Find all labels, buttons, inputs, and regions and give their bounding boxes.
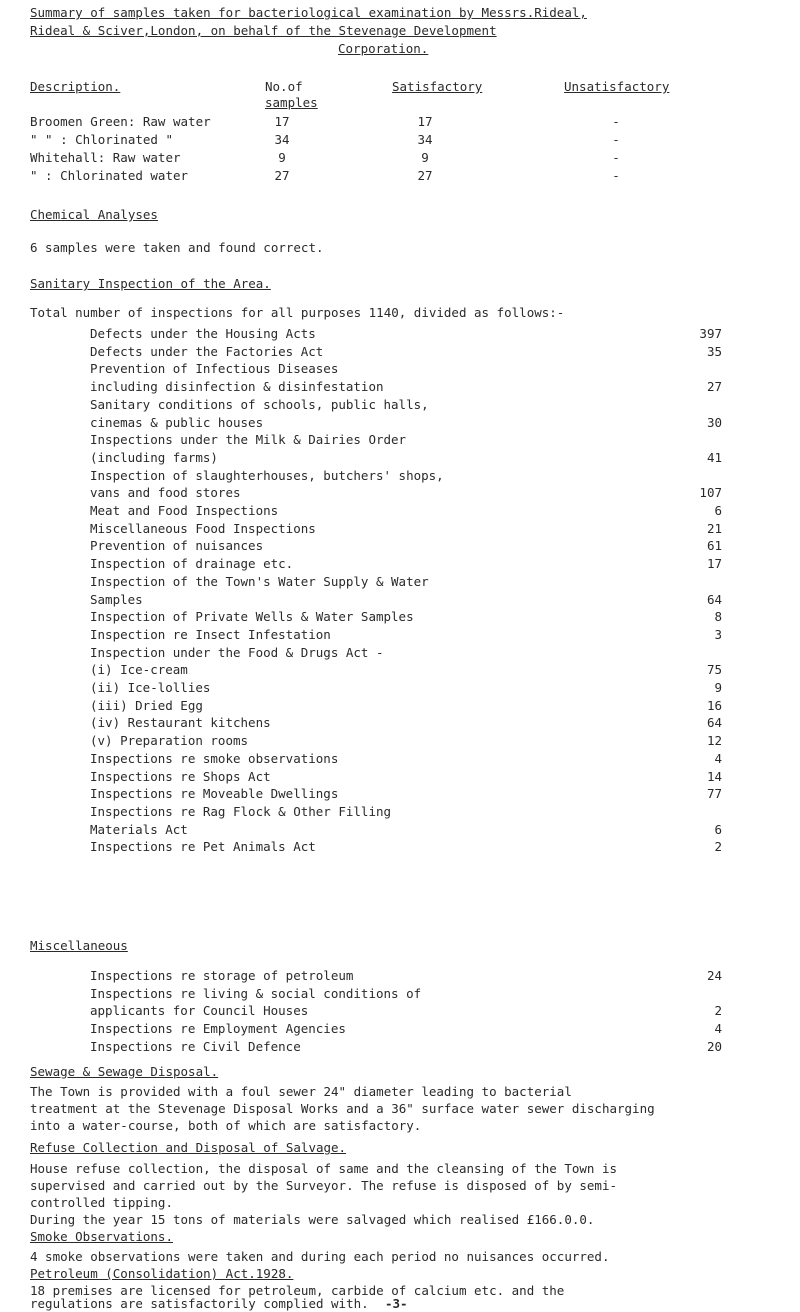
list-item-value: 17 [706, 556, 722, 572]
list-item-value: 41 [706, 449, 722, 465]
list-item-value: 24 [706, 968, 722, 983]
refuse-line: supervised and carried out by the Surveyor. The refuse is disposed of by semi- [30, 1178, 617, 1193]
list-item-value: 6 [714, 821, 722, 837]
list-item-label: Miscellaneous Food Inspections [90, 520, 316, 536]
miscellaneous-heading: Miscellaneous [30, 938, 128, 953]
row-description: Whitehall: Raw water [30, 150, 181, 165]
list-item-value: 9 [714, 680, 722, 695]
list-item-label: Inspections re living & social conditions of [90, 985, 422, 1001]
page-number: -3- [385, 1296, 408, 1311]
smoke-heading: Smoke Observations. [30, 1229, 173, 1244]
row-unsatisfactory: - [612, 168, 620, 183]
list-item-value: 77 [706, 786, 722, 802]
list-item-label: Inspections re Shops Act [90, 768, 271, 784]
col-samples: samples [265, 95, 318, 110]
col-no-of: No.of [265, 79, 303, 94]
list-item-value: 16 [706, 697, 722, 713]
list-item-value: 2 [714, 1003, 722, 1019]
list-item-label: Inspection of Private Wells & Water Samples [90, 609, 414, 625]
row-satisfactory: 17 [417, 114, 433, 129]
row-description: " : Chlorinated water [30, 168, 189, 183]
list-item-label: Inspections re storage of petroleum [90, 968, 354, 983]
list-item-label: Prevention of Infectious Diseases [90, 361, 339, 377]
list-item-label: Meat and Food Inspections [90, 503, 279, 518]
list-item-label: applicants for Council Houses [90, 1003, 309, 1019]
list-item-value: 2 [714, 839, 722, 855]
list-item-label: Inspections re smoke observations [90, 750, 339, 766]
list-item-value: 30 [706, 414, 722, 430]
row-satisfactory: 34 [417, 132, 433, 147]
petroleum-heading: Petroleum (Consolidation) Act.1928. [30, 1266, 294, 1281]
row-unsatisfactory: - [612, 114, 620, 129]
list-item-value: 64 [706, 591, 722, 607]
row-no: 34 [274, 132, 290, 147]
col-description: Description. [30, 79, 121, 94]
list-item-label: Inspections under the Milk & Dairies Order [90, 432, 407, 448]
sewage-line: The Town is provided with a foul sewer 24" diameter leading to bacterial [30, 1084, 572, 1099]
row-description: Broomen Green: Raw water [30, 114, 211, 129]
list-item-label: Inspections re Rag Flock & Other Filling [90, 803, 392, 819]
list-item-value: 3 [714, 626, 722, 642]
row-no: 17 [274, 114, 290, 129]
list-item-label: cinemas & public houses [90, 414, 264, 430]
chemical-text: 6 samples were taken and found correct. [30, 240, 324, 255]
list-item-value: 12 [706, 733, 722, 749]
list-item-value: 6 [714, 503, 722, 518]
list-item-value: 107 [699, 485, 722, 501]
list-item-label: Sanitary conditions of schools, public halls, [90, 396, 429, 412]
row-unsatisfactory: - [612, 132, 620, 147]
list-item-value: 75 [706, 662, 722, 678]
petroleum-line: regulations are satisfactorily complied with. [30, 1296, 369, 1311]
list-item-value: 14 [706, 768, 722, 784]
petroleum-line: 18 premises are licensed for petroleum, carbide of calcium etc. and the [30, 1283, 565, 1298]
sewage-heading: Sewage & Sewage Disposal. [30, 1064, 219, 1079]
smoke-text: 4 smoke observations were taken and during each period no nuisances occurred. [30, 1249, 610, 1264]
list-item-value: 20 [706, 1038, 722, 1054]
list-item-value: 4 [714, 1021, 722, 1037]
sanitary-heading: Sanitary Inspection of the Area. [30, 276, 271, 291]
list-item-label: Defects under the Housing Acts [90, 326, 316, 341]
chemical-heading: Chemical Analyses [30, 207, 158, 222]
row-satisfactory: 27 [417, 168, 433, 183]
refuse-heading: Refuse Collection and Disposal of Salvage. [30, 1140, 347, 1155]
row-no: 9 [278, 150, 286, 165]
list-item-label: Inspection of the Town's Water Supply & Water [90, 573, 429, 589]
list-item-label: (iv) Restaurant kitchens [90, 715, 271, 731]
list-item-label: vans and food stores [90, 485, 241, 501]
list-item-label: including disinfection & disinfestation [90, 379, 384, 395]
list-item-value: 21 [706, 520, 722, 536]
header-line-1: Summary of samples taken for bacteriological examination by Messrs.Rideal, [30, 5, 587, 20]
refuse-line: House refuse collection, the disposal of same and the cleansing of the Town is [30, 1161, 617, 1176]
header-line-3: Corporation. [338, 41, 429, 56]
list-item-value: 8 [714, 609, 722, 625]
list-item-label: Inspection re Insect Infestation [90, 626, 331, 642]
list-item-label: Defects under the Factories Act [90, 343, 324, 359]
list-item-label: Materials Act [90, 821, 188, 837]
list-item-value: 4 [714, 750, 722, 766]
row-no: 27 [274, 168, 290, 183]
list-item-label: Inspection of drainage etc. [90, 556, 294, 572]
list-item-label: Inspection of slaughterhouses, butchers' shops, [90, 467, 444, 483]
list-item-value: 64 [706, 715, 722, 731]
list-item-label: (v) Preparation rooms [90, 733, 249, 749]
list-item-label: (i) Ice-cream [90, 662, 188, 678]
sewage-line: treatment at the Stevenage Disposal Works and a 36" surface water sewer discharging [30, 1101, 655, 1116]
col-unsatisfactory: Unsatisfactory [564, 79, 670, 94]
list-item-label: Samples [90, 591, 143, 607]
list-item-label: Inspections re Civil Defence [90, 1038, 301, 1054]
list-item-label: (including farms) [90, 449, 218, 465]
list-item-value: 27 [706, 379, 722, 395]
list-item-label: (ii) Ice-lollies [90, 680, 211, 695]
header-line-2: Rideal & Sciver,London, on behalf of the Stevenage Development [30, 23, 497, 38]
list-item-value: 61 [706, 538, 722, 554]
refuse-line: During the year 15 tons of materials were salvaged which realised £166.0.0. [30, 1212, 595, 1227]
col-satisfactory: Satisfactory [392, 79, 483, 94]
list-item-label: Inspections re Moveable Dwellings [90, 786, 339, 802]
row-unsatisfactory: - [612, 150, 620, 165]
list-item-label: Inspections re Employment Agencies [90, 1021, 346, 1037]
sanitary-intro: Total number of inspections for all purposes 1140, divided as follows:- [30, 305, 565, 320]
sewage-line: into a water-course, both of which are satisfactory. [30, 1118, 422, 1133]
list-item-label: Inspection under the Food & Drugs Act - [90, 644, 384, 660]
list-item-value: 35 [706, 343, 722, 359]
list-item-label: (iii) Dried Egg [90, 697, 203, 713]
refuse-line: controlled tipping. [30, 1195, 173, 1210]
list-item-label: Prevention of nuisances [90, 538, 264, 554]
row-satisfactory: 9 [421, 150, 429, 165]
list-item-value: 397 [699, 326, 722, 341]
list-item-label: Inspections re Pet Animals Act [90, 839, 316, 855]
row-description: " " : Chlorinated " [30, 132, 173, 147]
